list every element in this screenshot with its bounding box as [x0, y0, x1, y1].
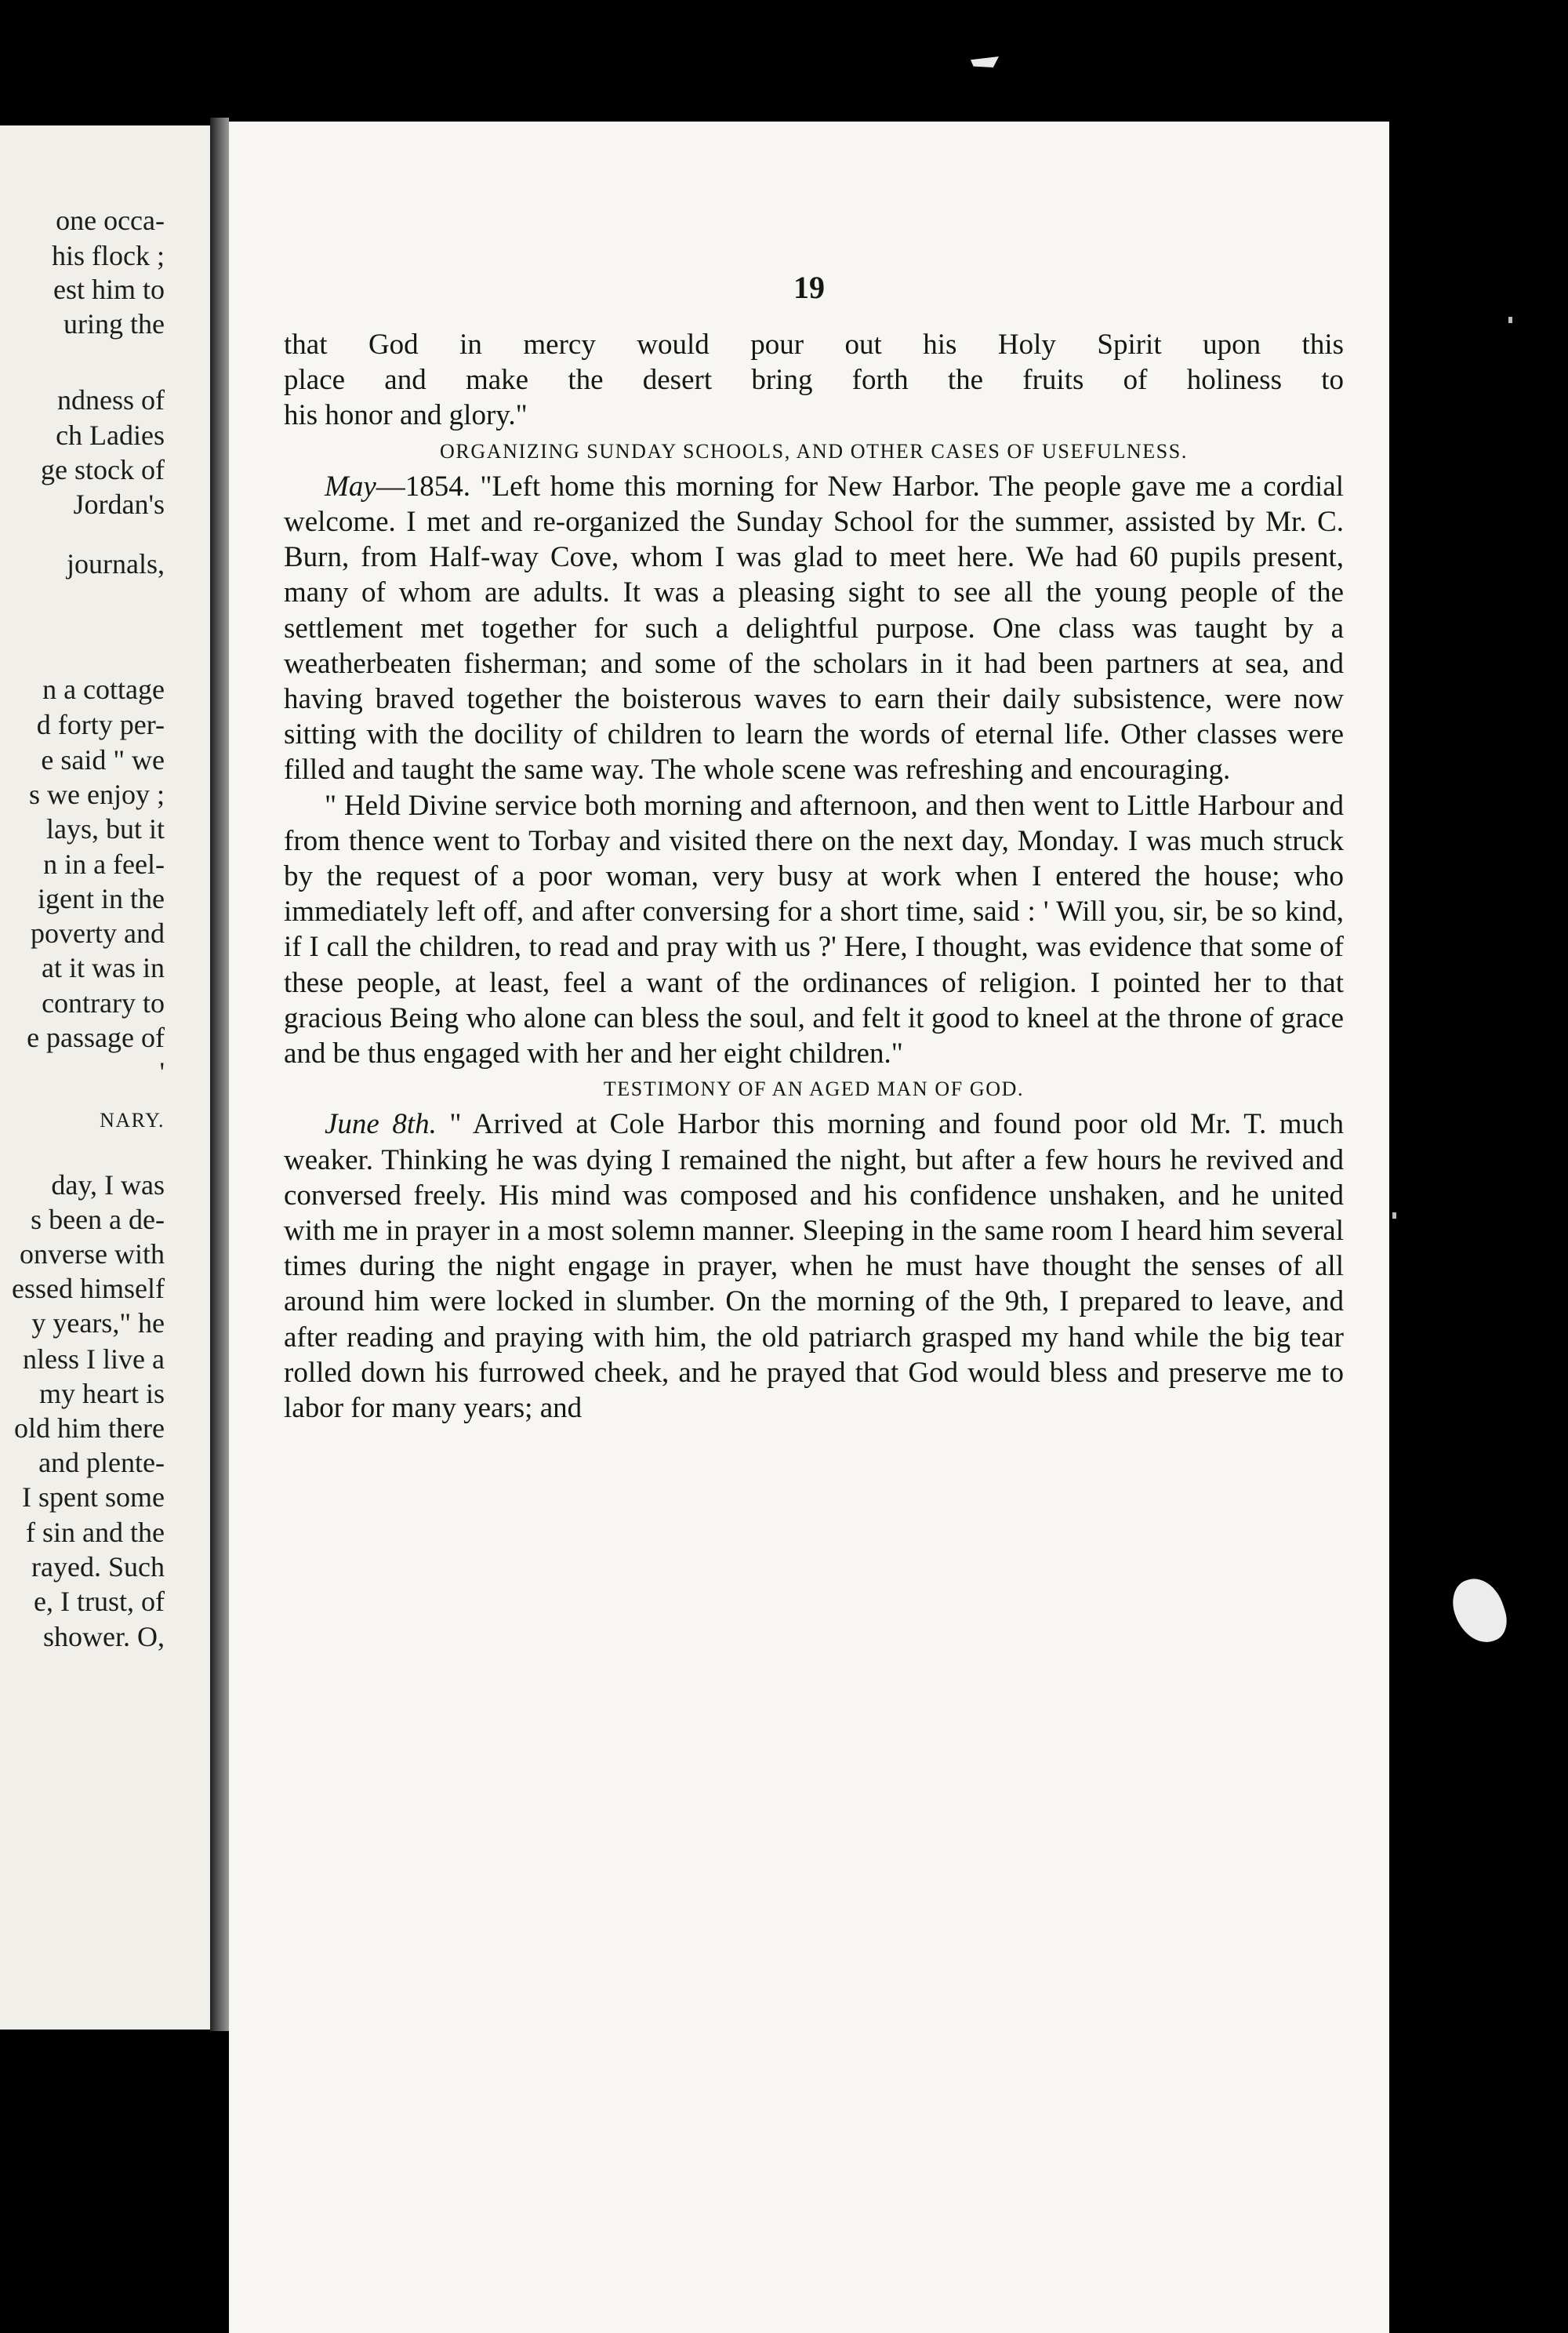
left-page-line: e said " we [41, 744, 165, 776]
book-gutter [210, 118, 229, 2031]
opening-line-2: place and make the desert bring forth the fruits of holiness to [284, 364, 1344, 397]
left-page-line: ch Ladies [56, 420, 165, 451]
left-page-line: onverse with [20, 1238, 165, 1270]
left-page-line: e passage of [27, 1022, 165, 1053]
paragraph-cole-harbor-text: " Arrived at Cole Harbor this morning and found poor old Mr. T. much weaker. Thinking he was dying I remained the night, but after a few hours he revived and conversed freely. His mind was composed and his confidence unshaken, and he united with me in prayer in a most solemn manner. Sleeping in the same room I heard him several times during the night engage in prayer, when he must have thought the senses of all around him were locked in slumber. On the morning of the 9th, I prepared to leave, and after reading and praying with him, the old patriarch grasped my hand while the big tear rolled down his furrowed cheek, and he prayed that God would bless and preserve me to labor for many years; and [284, 1108, 1345, 1425]
left-page-line: uring the [64, 308, 165, 340]
page-number: 19 [793, 270, 825, 305]
opening-line-1: that God in mercy would pour out his Holy Spirit upon this [284, 329, 1344, 361]
page-body [284, 327, 1344, 1426]
left-page-line: est him to [53, 274, 165, 305]
left-page-line: d forty per- [36, 709, 165, 740]
speck [1508, 317, 1512, 323]
top-blemish [971, 56, 999, 67]
left-page-line: y years," he [31, 1307, 165, 1339]
left-page-line: n in a feel- [43, 849, 165, 880]
left-page-line: igent in the [38, 883, 165, 914]
paragraph-new-harbor-text: —1854. "Left home this morning for New Harbor. The people gave me a cordial welcome. I met and re-organized the Sunday School for the summer, assisted by Mr. C. Burn, from Half-way Cove, whom I was glad to meet here. We had 60 pupils present, many of whom are adults. It was a pleasing sight to see all the young people of the settlement met together for such a delightful purpose. One class was taught by a weatherbeaten fisherman; and some of the scholars in it had been partners at sea, and having braved together the boisterous waves to earn their daily subsistence, were now sitting with the docility of children to learn the words of eternal life. Other classes were filled and taught the same way. The whole scene was refreshing and encouraging. [284, 470, 1344, 787]
left-page-line: rayed. Such [31, 1551, 165, 1583]
left-page-line: my heart is [39, 1378, 165, 1409]
left-page-line: poverty and [31, 918, 165, 949]
left-page-line: contrary to [42, 987, 165, 1019]
left-page-line: his flock ; [52, 240, 165, 271]
left-page-line: ' [159, 1056, 165, 1088]
left-page-line: nless I live a [23, 1343, 165, 1375]
left-page-line: Jordan's [73, 489, 165, 520]
paragraph-divine-service: " Held Divine service both morning and afternoon, and then went to Little Harbour and from thence went to Torbay and visited there on the next day, Monday. I was much struck by the request of a poor woman, very busy at work when I entered the house; who immediately left off, and after conversing for a short time, said : ' Will you, sir, be so kind, if I call the children, to read and pray with us ?' Here, I thought, was evidence that some of these people, at least, feel a want of the ordinances of religion. I pointed her to that gracious Being who alone can bless the soul, and felt it good to kneel at the throne of grace and be thus engaged with her and her eight children." [284, 789, 1344, 1070]
right-page [229, 122, 1389, 2333]
speck [1392, 1212, 1396, 1219]
left-page-line: s we enjoy ; [29, 779, 165, 810]
left-page-line: essed himself [12, 1273, 165, 1304]
left-page-line: ge stock of [41, 454, 165, 485]
left-page-line: shower. O, [43, 1621, 165, 1652]
paragraph-new-harbor [284, 469, 1344, 788]
date-may: May [325, 470, 376, 503]
left-page-line: one occa- [56, 205, 165, 236]
section-heading-testimony: TESTIMONY OF AN AGED MAN OF GOD. [603, 1077, 1025, 1101]
left-page-line: e, I trust, of [34, 1586, 165, 1617]
left-page-line: journals, [67, 548, 165, 580]
left-page-line: s been a de- [31, 1204, 165, 1235]
left-page-line: I spent some [22, 1481, 165, 1513]
left-page [0, 125, 210, 2030]
left-page-line: at it was in [42, 952, 165, 983]
left-page-line: old him there [14, 1412, 165, 1444]
left-page-line: and plente- [38, 1447, 165, 1478]
opening-paragraph [284, 327, 1344, 434]
left-page-line: NARY. [100, 1109, 165, 1132]
date-june: June 8th. [325, 1108, 437, 1141]
left-page-line: f sin and the [26, 1517, 165, 1548]
left-page-line: n a cottage [42, 674, 165, 705]
paper-blot [1446, 1572, 1513, 1649]
left-page-line: day, I was [51, 1169, 165, 1201]
paragraph-cole-harbor [284, 1107, 1344, 1426]
left-page-line: ndness of [57, 384, 165, 416]
section-heading-sunday-schools: ORGANIZING SUNDAY SCHOOLS, AND OTHER CASES OF USEFULNESS. [440, 439, 1188, 463]
opening-line-3: his honor and glory." [284, 399, 528, 432]
left-page-line: lays, but it [46, 813, 165, 845]
